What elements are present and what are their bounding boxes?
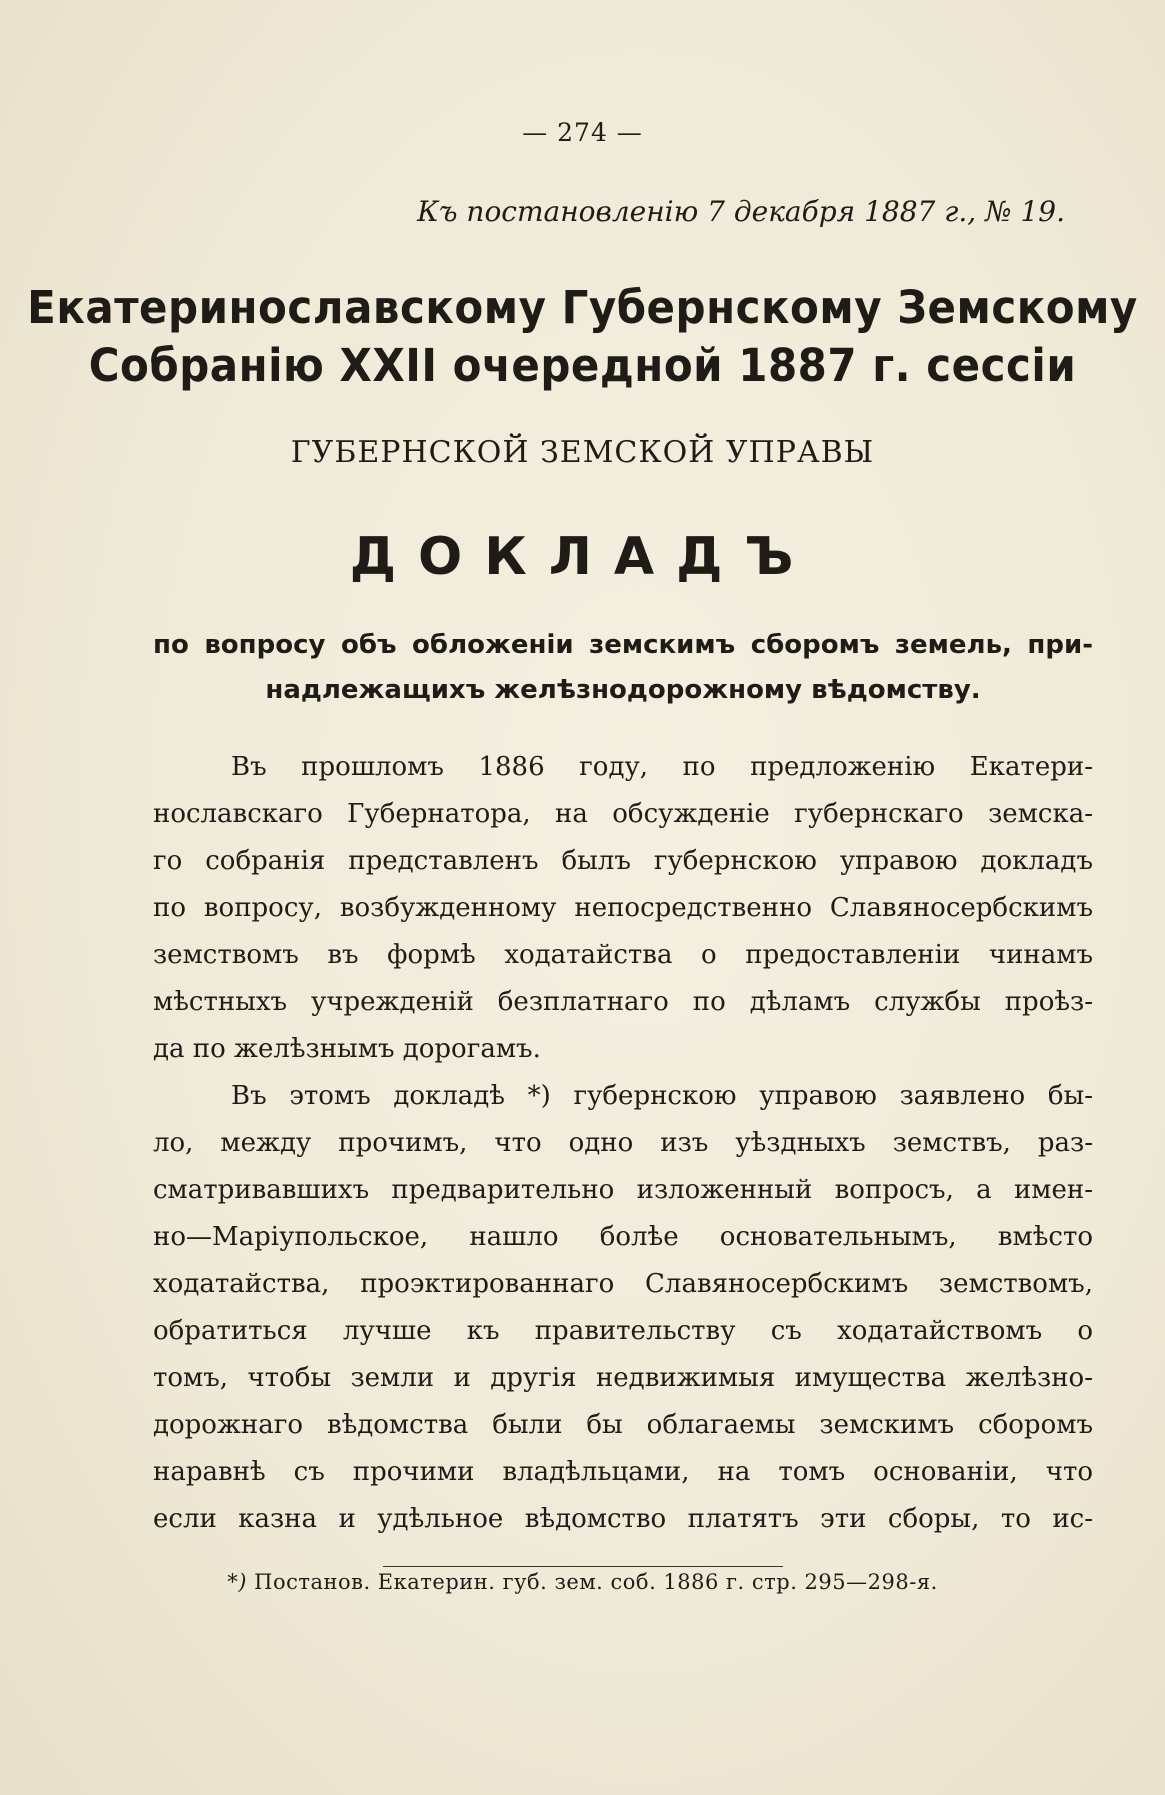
paragraph-line: нославскаго Губернатора, на обсужденіе губернскаго земска- [153,799,1093,829]
heading-line-1: Екатеринославскому Губернскому Земскому [27,281,1138,334]
paragraph-line: ходатайства, проэктированнаго Славяносербскимъ земствомъ, [153,1269,1093,1299]
paragraph-line: обратиться лучше къ правительству съ ходатайствомъ о [153,1316,1093,1346]
paragraph-line: если казна и удѣльное вѣдомство платятъ эти сборы, то ис- [153,1504,1093,1534]
heading-line-2: Собранію XXII очередной 1887 г. сессіи [88,339,1077,392]
heading-line-3: ГУБЕРНСКОЙ ЗЕМСКОЙ УПРАВЫ [290,435,875,470]
resolution-reference: Къ постановленію 7 декабря 1887 г., № 19. [417,195,1065,228]
paragraph-line: но—Маріупольское, нашло болѣе основательнымъ, вмѣсто [153,1222,1093,1252]
paragraph-line: дорожнаго вѣдомства были бы облагаемы земскимъ сборомъ [153,1410,1093,1440]
footnote [0,1570,1165,1594]
footnote-mark: *) [227,1570,247,1594]
paragraph-line: да по желѣзнымъ дорогамъ. [153,1034,541,1064]
paragraph-line: по вопросу, возбужденному непосредственно Славяносербскимъ [153,893,1093,923]
paragraph-line: земствомъ въ формѣ ходатайства о предоставленіи чинамъ [153,940,1093,970]
subtitle-line-2: надлежащихъ желѣзнодорожному вѣдомству. [265,675,981,705]
paragraph-line: сматривавшихъ предварительно изложенный вопросъ, а имен- [153,1175,1093,1205]
footnote-divider [383,1566,783,1567]
paragraph-line: томъ, чтобы земли и другія недвижимыя имущества желѣзно- [153,1363,1093,1393]
footnote-text: Постанов. Екатерин. губ. зем. соб. 1886 г. стр. 295—298-я. [254,1570,938,1594]
paragraph-line: ло, между прочимъ, что одно изъ уѣздныхъ земствъ, раз- [153,1128,1093,1158]
paragraph-line: мѣстныхъ учрежденій безплатнаго по дѣламъ службы проѣз- [153,987,1093,1017]
paragraph-line: го собранія представленъ былъ губернскою управою докладъ [153,846,1093,876]
page-number: — 274 — [522,118,643,147]
subtitle-line-1: по вопросу объ обложеніи земскимъ сборомъ земель, при- [153,630,1093,660]
paragraph-line: Въ прошломъ 1886 году, по предложенію Екатери- [231,752,1093,782]
paragraph-line: наравнѣ съ прочими владѣльцами, на томъ основаніи, что [153,1457,1093,1487]
document-type-title: ДОКЛАДЪ [349,527,816,587]
paragraph-line: Въ этомъ докладѣ *) губернскою управою заявлено бы- [231,1081,1093,1111]
